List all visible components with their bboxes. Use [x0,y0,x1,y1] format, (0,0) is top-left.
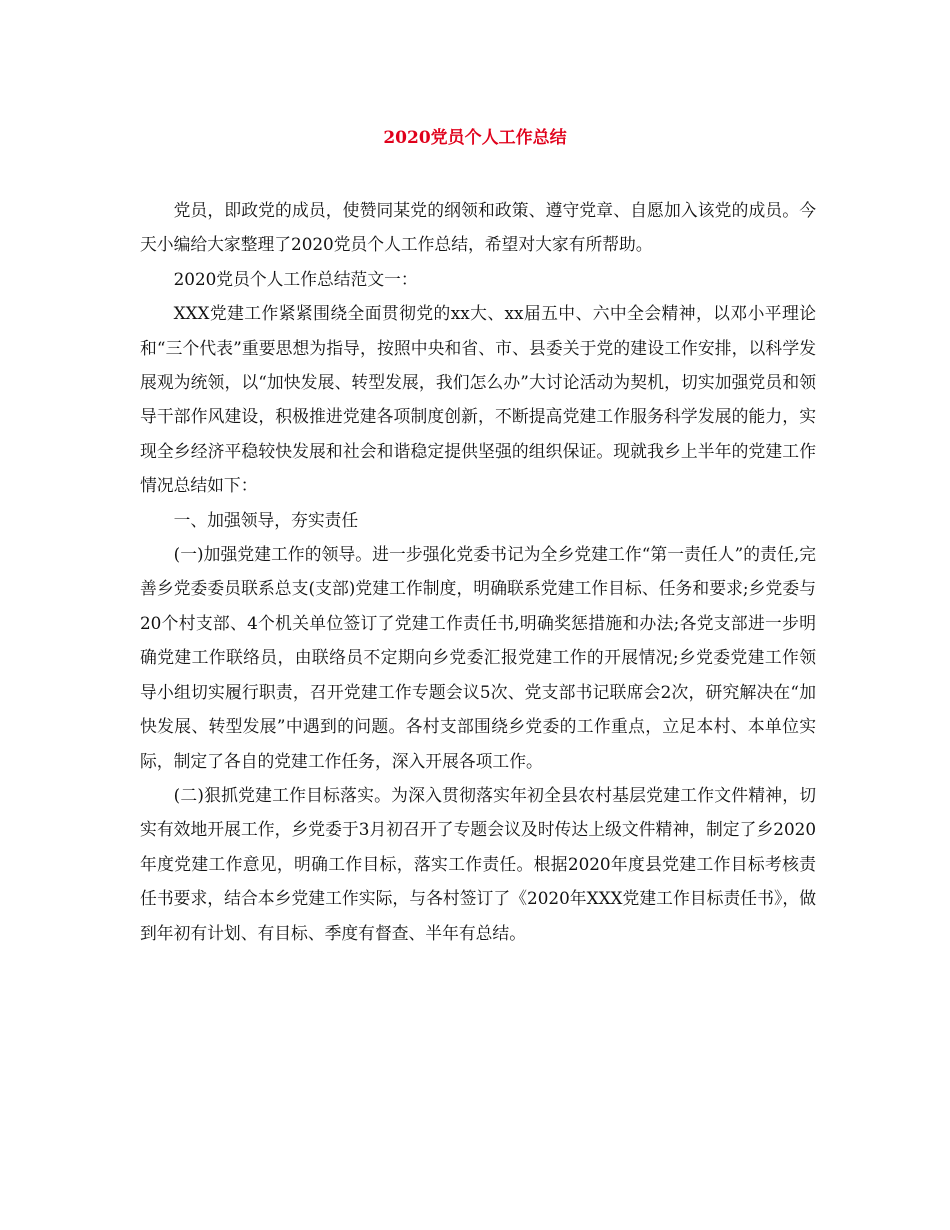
paragraph-targets: (二)狠抓党建工作目标落实。为深入贯彻落实年初全县农村基层党建工作文件精神，切实有效地开展工作，乡党委于3月初召开了专题会议及时传达上级文件精神，制定了乡2020年度党建工作意见，明确工作目标，落实工作责任。根据2020年度县党建工作目标考核责任书要求，结合本乡党建工作实际，与各村签订了《2020年XXX党建工作目标责任书》，做到年初有计划、有目标、季度有督查、半年有总结。 [140,784,816,943]
paragraph-overview: XXX党建工作紧紧围绕全面贯彻党的xx大、xx届五中、六中全会精神，以邓小平理论和“三个代表”重要思想为指导，按照中央和省、市、县委关于党的建设工作安排，以科学发展观为统领，以“加快发展、转型发展，我们怎么办”大讨论活动为契机，切实加强党员和领导干部作风建设，积极推进党建各项制度创新，不断提高党建工作服务科学发展的能力，实现全乡经济平稳较快发展和社会和谐稳定提供坚强的组织保证。现就我乡上半年的党建工作情况总结如下： [140,303,816,496]
document-body [140,193,816,950]
document-title: 2020党员个人工作总结 [383,128,567,148]
paragraph-intro: 党员，即政党的成员，使赞同某党的纲领和政策、遵守党章、自愿加入该党的成员。今天小编给大家整理了2020党员个人工作总结，希望对大家有所帮助。 [140,200,816,255]
paragraph-leadership: (一)加强党建工作的领导。进一步强化党委书记为全乡党建工作“第一责任人”的责任,完善乡党委委员联系总支(支部)党建工作制度，明确联系党建工作目标、任务和要求;乡党委与20个村支部、4个机关单位签订了党建工作责任书,明确奖惩措施和办法;各党支部进一步明确党建工作联络员，由联络员不定期向乡党委汇报党建工作的开展情况;乡党委党建工作领导小组切实履行职责，召开党建工作专题会议5次、党支部书记联席会2次，研究解决在“加快发展、转型发展”中遇到的问题。各村支部围绕乡党委的工作重点，立足本村、本单位实际，制定了各自的党建工作任务，深入开展各项工作。 [140,544,816,771]
section-heading-1: 一、加强领导，夯实责任 [173,509,359,530]
paragraph-sample-heading: 2020党员个人工作总结范文一： [173,268,418,289]
